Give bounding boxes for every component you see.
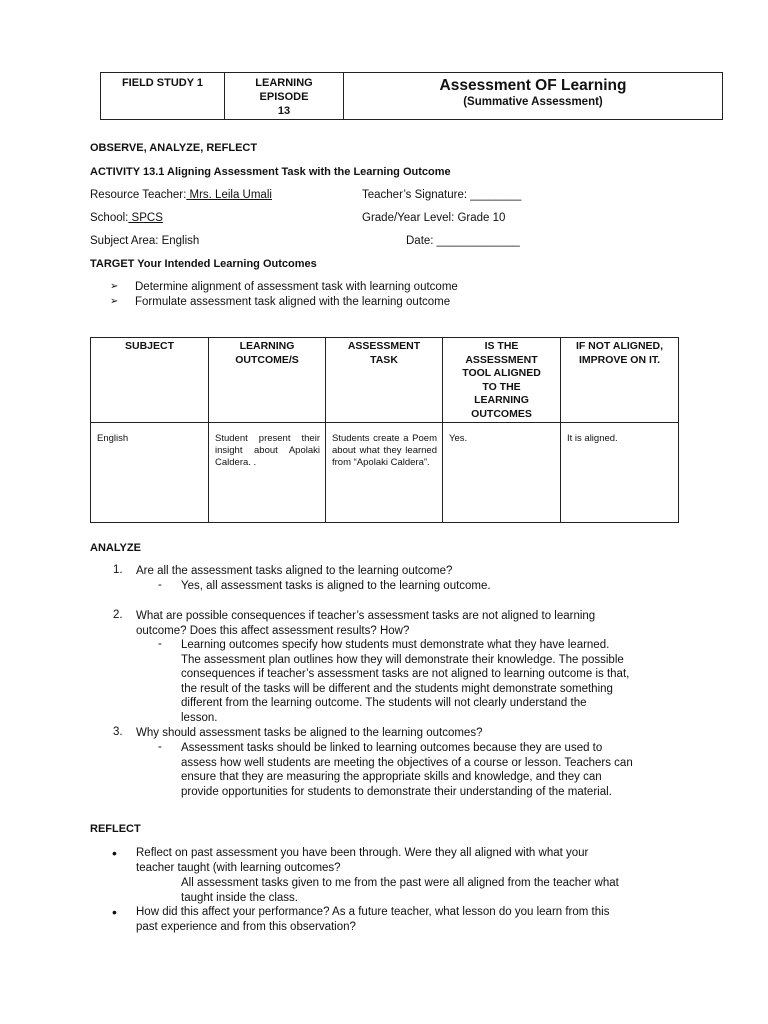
resource-teacher-label: Resource Teacher: (90, 189, 187, 201)
dash-bullet-icon: - (158, 579, 162, 591)
answer-line: All assessment tasks given to me from the past were all aligned from the teacher what (181, 877, 619, 889)
resource-teacher-value: Mrs. Leila Umali (186, 189, 272, 201)
header-line: LEARNING (474, 394, 529, 407)
answer-line: different from the learning outcome. The students will not clearly understand the (181, 697, 587, 710)
arrow-bullet-icon: ➢ (110, 295, 119, 307)
header-line: ASSESSMENT (347, 340, 421, 352)
question-line: Are all the assessment tasks aligned to the learning outcome? (136, 565, 453, 577)
cell-improvement: It is aligned. (561, 422, 679, 522)
episode-line-2: EPISODE (259, 91, 309, 103)
reflect-question-1 (136, 846, 588, 875)
column-header-learning-outcomes (209, 338, 326, 423)
table-row (91, 422, 679, 522)
bullet-text: Formulate assessment task aligned with the learning outcome (135, 295, 451, 308)
target-bullet-list (110, 280, 458, 309)
dash-bullet-icon: - (158, 638, 162, 650)
question-line: Why should assessment tasks be aligned to the learning outcomes? (136, 727, 483, 739)
answer-line: ensure that they are measuring the appropriate skills and knowledge, and they can (181, 771, 602, 784)
answer-line: Yes, all assessment tasks is aligned to the learning outcome. (181, 580, 491, 592)
cell-subject: English (91, 422, 209, 522)
header-line: IMPROVE ON IT. (578, 353, 661, 366)
header-line: TO THE (482, 380, 521, 393)
question-line: teacher taught (with learning outcomes? (136, 861, 341, 874)
question-line: outcome? Does this affect assessment results? How? (136, 624, 410, 637)
arrow-bullet-icon: ➢ (110, 281, 119, 292)
answer-line: assess how well students are meeting the objectives of a course or lesson. Teachers can (181, 756, 633, 769)
column-header-is-aligned (443, 338, 561, 423)
target-heading: TARGET Your Intended Learning Outcomes (90, 258, 317, 270)
question-line: Reflect on past assessment you have been through. Were they all aligned with what your (136, 847, 589, 859)
observe-heading: OBSERVE, ANALYZE, REFLECT (90, 142, 258, 154)
bullet-text: Determine alignment of assessment task with learning outcome (135, 281, 458, 293)
analyze-heading: ANALYZE (90, 542, 141, 554)
episode-line-3: 13 (277, 105, 291, 117)
teacher-signature-field: Teacher’s Signature: ________ (362, 189, 522, 201)
episode-cell (225, 73, 344, 119)
answer-line: the result of the tasks will be different and the students might demonstrate something (181, 682, 613, 695)
answer-line: consequences if teacher’s assessment tasks are not aligned to learning outcome is that, (181, 668, 630, 681)
table-header-row (91, 338, 679, 423)
school-value: SPCS (128, 212, 163, 224)
column-header-subject (91, 338, 209, 423)
field-study-cell (101, 73, 225, 119)
header-line: TASK (370, 353, 398, 366)
school-label: School: (90, 212, 129, 224)
header-table (100, 72, 723, 120)
item-number: 3. (113, 726, 123, 738)
grade-level-field: Grade/Year Level: Grade 10 (362, 212, 506, 224)
answer-line: lesson. (181, 711, 218, 724)
analyze-answer-1 (181, 579, 491, 594)
header-line: SUBJECT (124, 340, 174, 352)
analyze-answer-3 (181, 741, 633, 799)
bullet-dot-icon: • (112, 904, 117, 920)
dash-bullet-icon: - (158, 741, 162, 753)
field-study-label: FIELD STUDY 1 (121, 77, 204, 89)
header-line: ASSESSMENT (465, 353, 538, 366)
cell-assessment-task: Students create a Poem about what they learned from “Apolaki Caldera”. (326, 422, 443, 522)
reflect-heading: REFLECT (90, 823, 141, 835)
header-line: IF NOT ALIGNED, (575, 340, 664, 352)
item-number: 1. (113, 564, 123, 576)
document-subtitle: (Summative Assessment) (463, 96, 603, 108)
answer-line: taught inside the class. (181, 891, 298, 904)
activity-heading: ACTIVITY 13.1 Aligning Assessment Task with the Learning Outcome (90, 166, 451, 178)
answer-line: Assessment tasks should be linked to learning outcomes because they are used to (181, 742, 603, 754)
date-field: Date: _____________ (406, 235, 520, 247)
analyze-question-1 (136, 564, 452, 579)
column-header-assessment-task (326, 338, 443, 423)
header-line: TOOL ALIGNED (462, 367, 541, 380)
subject-area-field: Subject Area: English (90, 235, 200, 247)
header-line: OUTCOMES (471, 407, 532, 420)
school-field (90, 212, 163, 224)
analyze-answer-2 (181, 638, 629, 726)
answer-line: The assessment plan outlines how they will demonstrate their knowledge. The possible (181, 653, 624, 666)
title-cell (344, 73, 722, 119)
resource-teacher-field (90, 189, 272, 201)
cell-is-aligned: Yes. (443, 422, 561, 522)
answer-line: provide opportunities for students to demonstrate their understanding of the material. (181, 785, 612, 798)
list-item (110, 280, 458, 295)
analyze-question-3 (136, 726, 482, 741)
reflect-question-2 (136, 905, 609, 934)
item-number: 2. (113, 609, 123, 621)
cell-learning-outcome: Student present their insight about Apolaki Caldera. . (209, 422, 326, 522)
analyze-question-2 (136, 609, 595, 638)
header-line: LEARNING (239, 340, 295, 352)
list-item (110, 295, 458, 310)
question-line: past experience and from this observation? (136, 920, 356, 933)
episode-line-1: LEARNING (255, 77, 313, 89)
header-line: IS THE (484, 340, 519, 352)
header-line: OUTCOME/S (235, 353, 299, 366)
alignment-table (90, 337, 679, 523)
question-line: What are possible consequences if teacher’s assessment tasks are not aligned to learning (136, 610, 596, 622)
document-title: Assessment OF Learning (439, 77, 627, 94)
answer-line: Learning outcomes specify how students must demonstrate what they have learned. (181, 639, 610, 651)
question-line: How did this affect your performance? As a future teacher, what lesson do you learn from this (136, 906, 610, 918)
reflect-answer-1 (181, 876, 619, 905)
column-header-improve (561, 338, 679, 423)
bullet-dot-icon: • (112, 845, 117, 861)
